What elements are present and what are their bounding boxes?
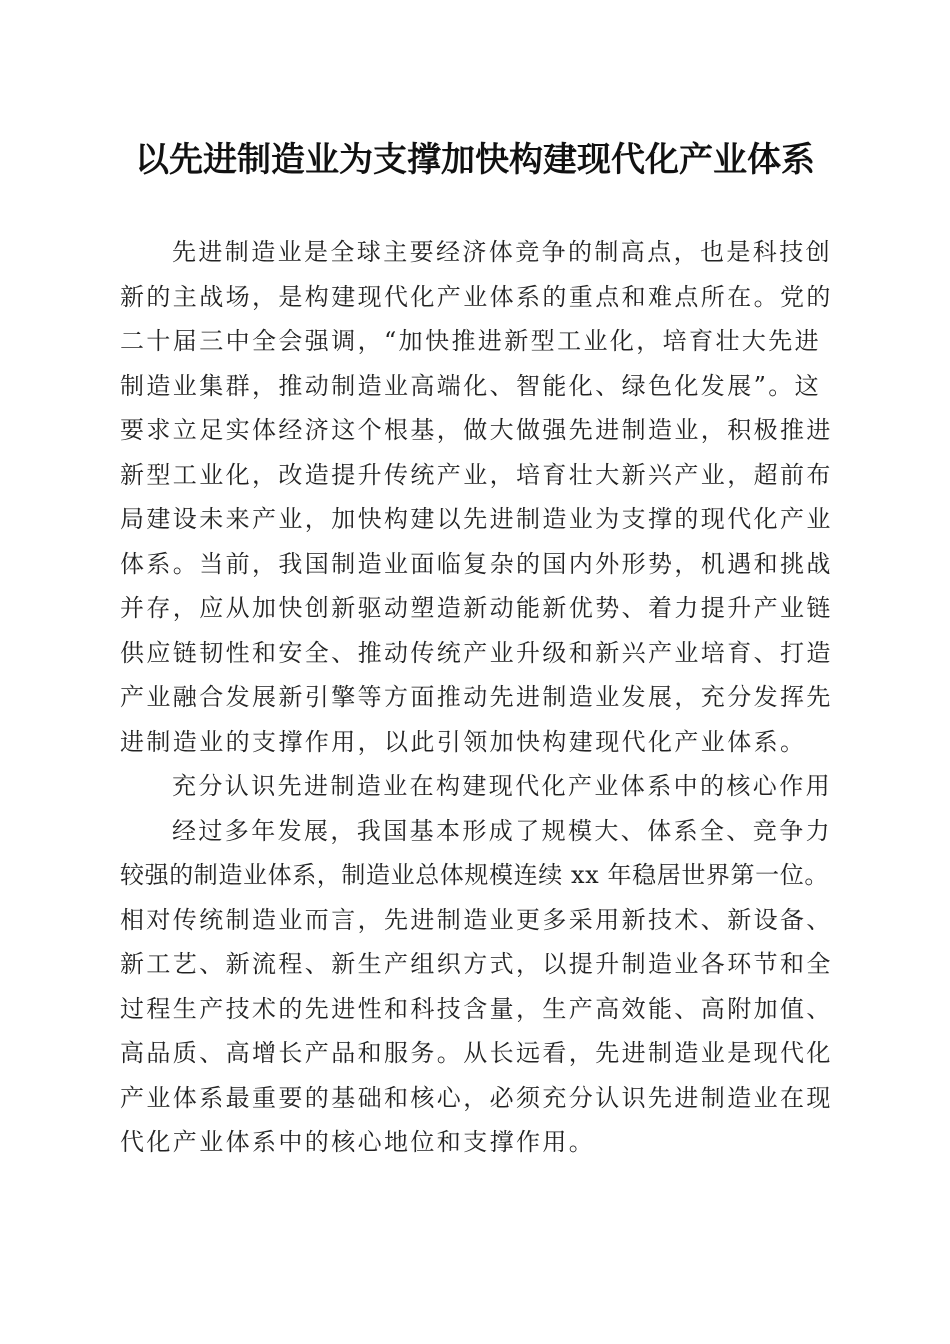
text-line: 制造业集群，推动制造业高端化、智能化、绿色化发展”。这 [120,371,822,400]
text-line: 经过多年发展，我国基本形成了规模大、体系全、竞争力 [172,816,832,845]
text-line: 相对传统制造业而言，先进制造业更多采用新技术、新设备、 [120,905,833,934]
document-body [120,230,840,1165]
text-line: 局建设未来产业，加快构建以先进制造业为支撑的现代化产业 [120,505,833,533]
text-line: 新工艺、新流程、新生产组织方式，以提升制造业各环节和全 [120,950,833,978]
text-line: 充分认识先进制造业在构建现代化产业体系中的核心作用 [172,772,832,800]
text-line: 体系。当前，我国制造业面临复杂的国内外形势，机遇和挑战 [120,549,833,578]
page-title: 以先进制造业为支撑加快构建现代化产业体系 [135,140,815,180]
section-heading [120,764,840,809]
text-line: 先进制造业是全球主要经济体竞争的制高点，也是科技创 [172,238,832,266]
text-line: 二十届三中全会强调，“加快推进新型工业化，培育壮大先进 [120,327,822,355]
paragraph-core-role [120,809,840,1165]
text-line: 高品质、高增长产品和服务。从长远看，先进制造业是现代化 [120,1039,833,1067]
text-line: 新型工业化，改造提升传统产业，培育壮大新兴产业，超前布 [120,460,833,489]
text-line: 新的主战场，是构建现代化产业体系的重点和难点所在。党的 [120,282,833,311]
text-line: 要求立足实体经济这个根基，做大做强先进制造业，积极推进 [120,416,833,444]
paragraph-intro [120,230,840,764]
text-line: 产业体系最重要的基础和核心，必须充分认识先进制造业在现 [120,1083,833,1112]
text-line: 并存，应从加快创新驱动塑造新动能新优势、着力提升产业链 [120,594,833,622]
text-line: 代化产业体系中的核心地位和支撑作用。 [120,1128,596,1156]
text-line: 较强的制造业体系，制造业总体规模连续 xx 年稳居世界第一位。 [120,861,829,889]
text-line: 供应链韧性和安全、推动传统产业升级和新兴产业培育、打造 [120,638,833,667]
text-line: 进制造业的支撑作用，以此引领加快构建现代化产业体系。 [120,727,807,756]
text-line: 过程生产技术的先进性和科技含量，生产高效能、高附加值、 [120,994,833,1023]
text-line: 产业融合发展新引擎等方面推动先进制造业发展，充分发挥先 [120,683,833,711]
